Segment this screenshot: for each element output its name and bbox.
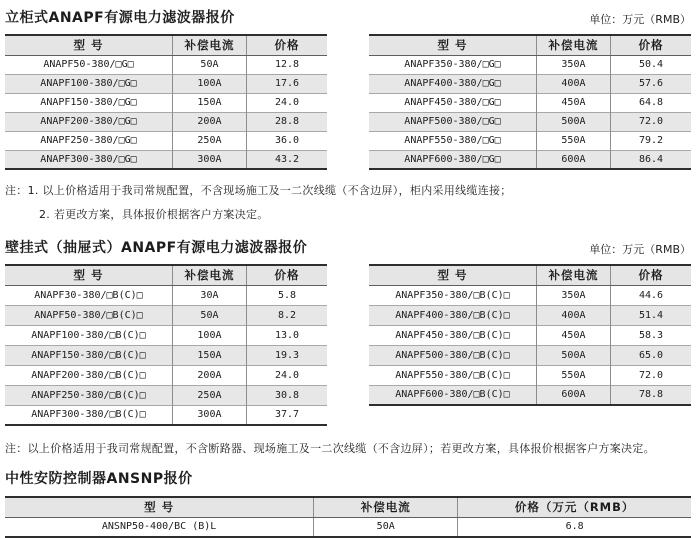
table-cell: 300A xyxy=(172,150,246,169)
table-cell: 50A xyxy=(314,517,458,537)
table-cell: 550A xyxy=(536,131,610,150)
section2-note: 注：以上价格适用于我司常规配置，不含断路器、现场施工及一二次线缆（不含边屏）；若更改方案，具体报价根据客户方案决定。 xyxy=(5,442,655,455)
table-cell: 13.0 xyxy=(246,325,327,345)
table-row xyxy=(369,131,691,150)
column-header: 价格 xyxy=(610,35,691,55)
table-row xyxy=(5,385,327,405)
section2-header xyxy=(5,237,691,257)
header-row xyxy=(5,265,327,285)
header-row xyxy=(369,265,691,285)
table-cell: 550A xyxy=(536,365,610,385)
table-cell: ANAPF550-380/□B(C)□ xyxy=(369,365,536,385)
table-cell: 43.2 xyxy=(246,150,327,169)
table-cell: ANAPF500-380/□B(C)□ xyxy=(369,345,536,365)
table-cell: ANAPF500-380/□G□ xyxy=(369,112,536,131)
column-header: 价格 xyxy=(246,265,327,285)
table-cell: ANAPF450-380/□B(C)□ xyxy=(369,325,536,345)
table-row xyxy=(5,285,327,305)
table-cell: 150A xyxy=(172,345,246,365)
table-cell: 51.4 xyxy=(610,305,691,325)
section1-title: 立柜式ANAPF有源电力滤波器报价 xyxy=(5,10,235,26)
table-cell: 57.6 xyxy=(610,74,691,93)
header-row xyxy=(5,497,691,517)
table-row xyxy=(5,305,327,325)
table-cell: 600A xyxy=(536,385,610,405)
table-row xyxy=(5,365,327,385)
table-cell: ANAPF600-380/□B(C)□ xyxy=(369,385,536,405)
section1-note-line2: 2. 若更改方案，具体报价根据客户方案决定。 xyxy=(39,208,269,221)
table-row xyxy=(369,345,691,365)
column-header: 价格 xyxy=(610,265,691,285)
table-row xyxy=(5,93,327,112)
section1-header xyxy=(5,7,691,27)
table-row xyxy=(369,385,691,405)
table-row xyxy=(5,405,327,425)
table-cell: 400A xyxy=(536,74,610,93)
header-row xyxy=(5,35,327,55)
table-cell: 36.0 xyxy=(246,131,327,150)
table-cell: 78.8 xyxy=(610,385,691,405)
table-cell: 500A xyxy=(536,112,610,131)
table-cell: 450A xyxy=(536,93,610,112)
ansnp-price-table xyxy=(5,496,691,538)
table-cell: ANSNP50-400/BC (B)L xyxy=(101,521,217,533)
table-cell: 37.7 xyxy=(246,405,327,425)
wallmount-price-table-right xyxy=(369,264,691,406)
table-row xyxy=(369,305,691,325)
table-cell: ANAPF600-380/□G□ xyxy=(369,150,536,169)
table-cell: ANAPF50-380/□B(C)□ xyxy=(5,305,172,325)
table-cell: ANAPF150-380/□B(C)□ xyxy=(5,345,172,365)
column-header: 型 号 xyxy=(5,497,314,517)
table-row xyxy=(369,55,691,74)
cabinet-price-table-left xyxy=(5,34,327,170)
table-row xyxy=(5,74,327,93)
column-header: 补偿电流 xyxy=(536,35,610,55)
table-cell: 8.2 xyxy=(246,305,327,325)
table-cell: 250A xyxy=(172,385,246,405)
section3-title: 中性安防控制器ANSNP报价 xyxy=(5,471,193,487)
table-cell: 30.8 xyxy=(246,385,327,405)
table-cell: ANAPF150-380/□G□ xyxy=(5,93,172,112)
column-header: 补偿电流 xyxy=(314,497,458,517)
section2-unit-label: 单位：万元（RMB） xyxy=(589,243,691,256)
table-cell: 100A xyxy=(172,325,246,345)
table-cell: 100A xyxy=(172,74,246,93)
table-cell: 12.8 xyxy=(246,55,327,74)
table-cell: 64.8 xyxy=(610,93,691,112)
table-cell: ANAPF250-380/□B(C)□ xyxy=(5,385,172,405)
table-cell: 44.6 xyxy=(610,285,691,305)
table-cell: ANAPF450-380/□G□ xyxy=(369,93,536,112)
table-cell: 600A xyxy=(536,150,610,169)
table-cell: 200A xyxy=(172,365,246,385)
table-cell: 5.8 xyxy=(246,285,327,305)
table-cell: ANAPF30-380/□B(C)□ xyxy=(34,289,143,301)
table-cell: ANAPF300-380/□G□ xyxy=(5,150,172,169)
column-header: 型 号 xyxy=(5,265,172,285)
table-cell: 28.8 xyxy=(246,112,327,131)
header-row xyxy=(369,35,691,55)
table-row xyxy=(5,517,691,537)
table-cell: ANAPF250-380/□G□ xyxy=(5,131,172,150)
column-header: 型 号 xyxy=(369,35,536,55)
table-cell: ANAPF350-380/□G□ xyxy=(404,59,501,70)
table-cell: 250A xyxy=(172,131,246,150)
column-header: 补偿电流 xyxy=(172,35,246,55)
table-cell: 350A xyxy=(536,285,610,305)
table-cell: 150A xyxy=(172,93,246,112)
table-cell: 50A xyxy=(172,55,246,74)
table-cell: 50A xyxy=(172,305,246,325)
table-cell: ANAPF400-380/□B(C)□ xyxy=(369,305,536,325)
table-cell: 24.0 xyxy=(246,93,327,112)
table-row xyxy=(5,150,327,169)
table-cell: 50.4 xyxy=(610,55,691,74)
table-cell: ANAPF400-380/□G□ xyxy=(369,74,536,93)
table-cell: ANAPF550-380/□G□ xyxy=(369,131,536,150)
table-cell: 350A xyxy=(536,55,610,74)
cabinet-price-table-right xyxy=(369,34,691,170)
table-cell: ANAPF350-380/□B(C)□ xyxy=(395,289,510,301)
table-cell: 400A xyxy=(536,305,610,325)
column-header: 型 号 xyxy=(369,265,536,285)
table-row xyxy=(369,112,691,131)
table-row xyxy=(369,325,691,345)
section2-tables xyxy=(5,264,691,426)
table-row xyxy=(5,345,327,365)
table-cell: 300A xyxy=(172,405,246,425)
wallmount-price-table-left xyxy=(5,264,327,426)
table-cell: 6.8 xyxy=(458,517,691,537)
table-row xyxy=(369,93,691,112)
table-row xyxy=(369,365,691,385)
table-row xyxy=(5,325,327,345)
table-cell: 65.0 xyxy=(610,345,691,365)
column-header: 型 号 xyxy=(5,35,172,55)
table-cell: ANAPF50-380/□G□ xyxy=(43,59,134,70)
table-cell: 24.0 xyxy=(246,365,327,385)
section1-note-line1: 注：1. 以上价格适用于我司常规配置，不含现场施工及一二次线缆（不含边屏），柜内采用线缆连接； xyxy=(5,184,512,197)
table-cell: 72.0 xyxy=(610,365,691,385)
column-header: 补偿电流 xyxy=(536,265,610,285)
table-cell: ANAPF200-380/□B(C)□ xyxy=(5,365,172,385)
column-header: 补偿电流 xyxy=(172,265,246,285)
table-cell: 79.2 xyxy=(610,131,691,150)
table-cell: 450A xyxy=(536,325,610,345)
section1-unit-label: 单位：万元（RMB） xyxy=(589,13,691,26)
table-cell: 86.4 xyxy=(610,150,691,169)
table-cell: ANAPF200-380/□G□ xyxy=(5,112,172,131)
table-cell: ANAPF100-380/□B(C)□ xyxy=(5,325,172,345)
table-row xyxy=(369,285,691,305)
table-cell: 58.3 xyxy=(610,325,691,345)
column-header: 价格（万元（RMB） xyxy=(458,497,691,517)
table-cell: ANAPF300-380/□B(C)□ xyxy=(5,405,172,425)
table-cell: 17.6 xyxy=(246,74,327,93)
section1-tables xyxy=(5,34,691,170)
table-row xyxy=(5,55,327,74)
table-row xyxy=(5,131,327,150)
table-row xyxy=(369,150,691,169)
table-cell: 200A xyxy=(172,112,246,131)
section2-title: 壁挂式（抽屉式）ANAPF有源电力滤波器报价 xyxy=(5,240,308,256)
table-cell: 30A xyxy=(172,285,246,305)
table-cell: 72.0 xyxy=(610,112,691,131)
column-header: 价格 xyxy=(246,35,327,55)
table-row xyxy=(5,112,327,131)
table-row xyxy=(369,74,691,93)
table-cell: 500A xyxy=(536,345,610,365)
table-cell: ANAPF100-380/□G□ xyxy=(5,74,172,93)
table-cell: 19.3 xyxy=(246,345,327,365)
